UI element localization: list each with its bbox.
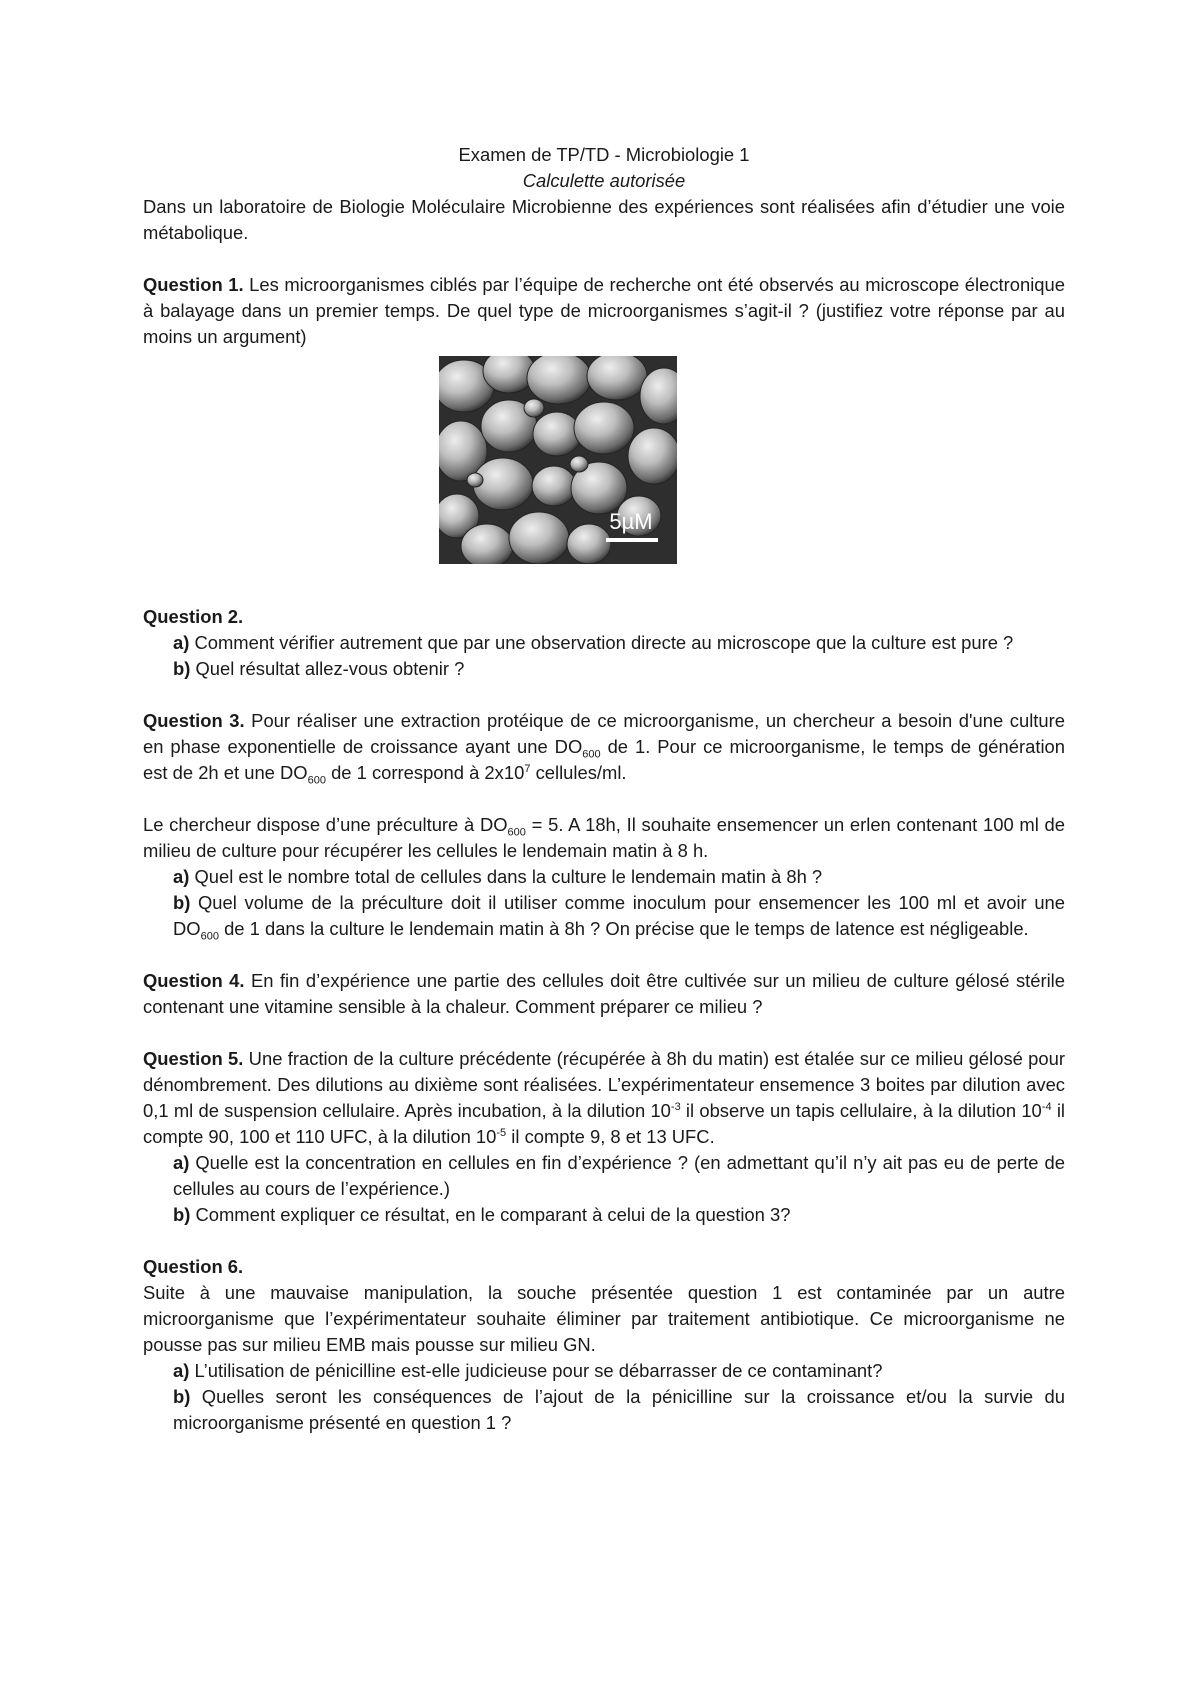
question-3a: a) Quel est le nombre total de cellules dans la culture le lendemain matin à 8h ? — [173, 866, 823, 887]
question-5a: a) Quelle est la concentration en cellules en fin d’expérience ? (en admettant qu’il n’y ait pas eu de perte de cellules au cours de l’expérience.) — [173, 1152, 1065, 1199]
exam-title: Examen de TP/TD - Microbiologie 1 — [458, 144, 750, 165]
question-3-context: Le chercheur dispose d’une préculture à $DO_{600} = 5$. A 18h, Il souhaite ensemencer un erlen contenant 100 ml de milieu de culture pour récupérer les cellules le lendemain matin à 8 h. — [143, 814, 1065, 861]
question-3b: b) Quel volume de la préculture doit il utiliser comme inoculum pour ensemencer les 100 ml et avoir une $DO_{600}$ de 1 dans la culture le lendemain matin à 8h ? On précise que le temps de latence est négligeable. — [173, 892, 1065, 943]
question-1-label: Question 1. — [143, 274, 244, 295]
question-6b: b) Quelles seront les conséquences de l’ajout de la pénicilline sur la croissance et/ou la survie du microorganisme présenté en question 1 ? — [173, 1386, 1065, 1433]
question-6-text: Suite à une mauvaise manipulation, la souche présentée question 1 est contaminée par un autre microorganisme que l’expérimentateur souhaite éliminer par traitement antibiotique. Ce microorganisme ne pousse pas sur milieu EMB mais pousse sur milieu GN. — [143, 1282, 1065, 1355]
question-6a: a) L’utilisation de pénicilline est-elle judicieuse pour se débarrasser de ce contaminant? — [173, 1360, 883, 1381]
yeast-cells-image — [439, 356, 677, 564]
sem-micrograph — [439, 356, 677, 564]
question-2-heading: Question 2. — [143, 606, 244, 627]
question-5: Question 5. Une fraction de la culture précédente (récupérée à 8h du matin) est étalée sur ce milieu gélosé pour dénombrement. Des dilutions au dixième sont réalisées. L’expérimentateur ensemence 3 boites par dilution avec 0,1 ml de suspension cellulaire. Après incubation, à la dilution $10^{-3}$ il observe un tapis cellulaire, à la dilution $10^{-4}$ il compte 90, 100 et 110 UFC, à la dilution $10^{-5}$ il compte 9, 8 et 13 UFC. — [143, 1048, 1065, 1147]
question-1-text: Les microorganismes ciblés par l’équipe de recherche ont été observés au microscope électronique à balayage dans un premier temps. De quel type de microorganismes s’agit-il ? (justifiez votre réponse par au moins un argument) — [143, 274, 1065, 347]
question-3: Question 3. Pour réaliser une extraction protéique de ce microorganisme, un chercheur a besoin d'une culture en phase exponentielle de croissance ayant une $DO_{600}$ de 1. Pour ce microorganisme, le temps de génération est de 2h et une $DO_{600}$ de 1 correspond à $2x10^7$ cellules/ml. — [143, 710, 1065, 787]
question-6-heading: Question 6. — [143, 1256, 244, 1277]
question-2b: b) Quel résultat allez-vous obtenir ? — [173, 658, 465, 679]
exam-subtitle: Calculette autorisée — [522, 170, 686, 191]
exam-page — [143, 142, 1065, 1436]
question-1 — [143, 272, 1065, 350]
question-4: Question 4. En fin d’expérience une partie des cellules doit être cultivée sur un milieu de culture gélosé stérile contenant une vitamine sensible à la chaleur. Comment préparer ce milieu ? — [143, 970, 1065, 1017]
scale-bar — [606, 538, 658, 542]
question-2a: a) Comment vérifier autrement que par une observation directe au microscope que la culture est pure ? — [173, 632, 1014, 653]
intro-paragraph: Dans un laboratoire de Biologie Moléculaire Microbienne des expériences sont réalisées afin d’étudier une voie métabolique. — [143, 196, 1065, 243]
question-5b: b) Comment expliquer ce résultat, en le comparant à celui de la question 3? — [173, 1204, 791, 1225]
scale-label: 5µM — [609, 509, 653, 534]
